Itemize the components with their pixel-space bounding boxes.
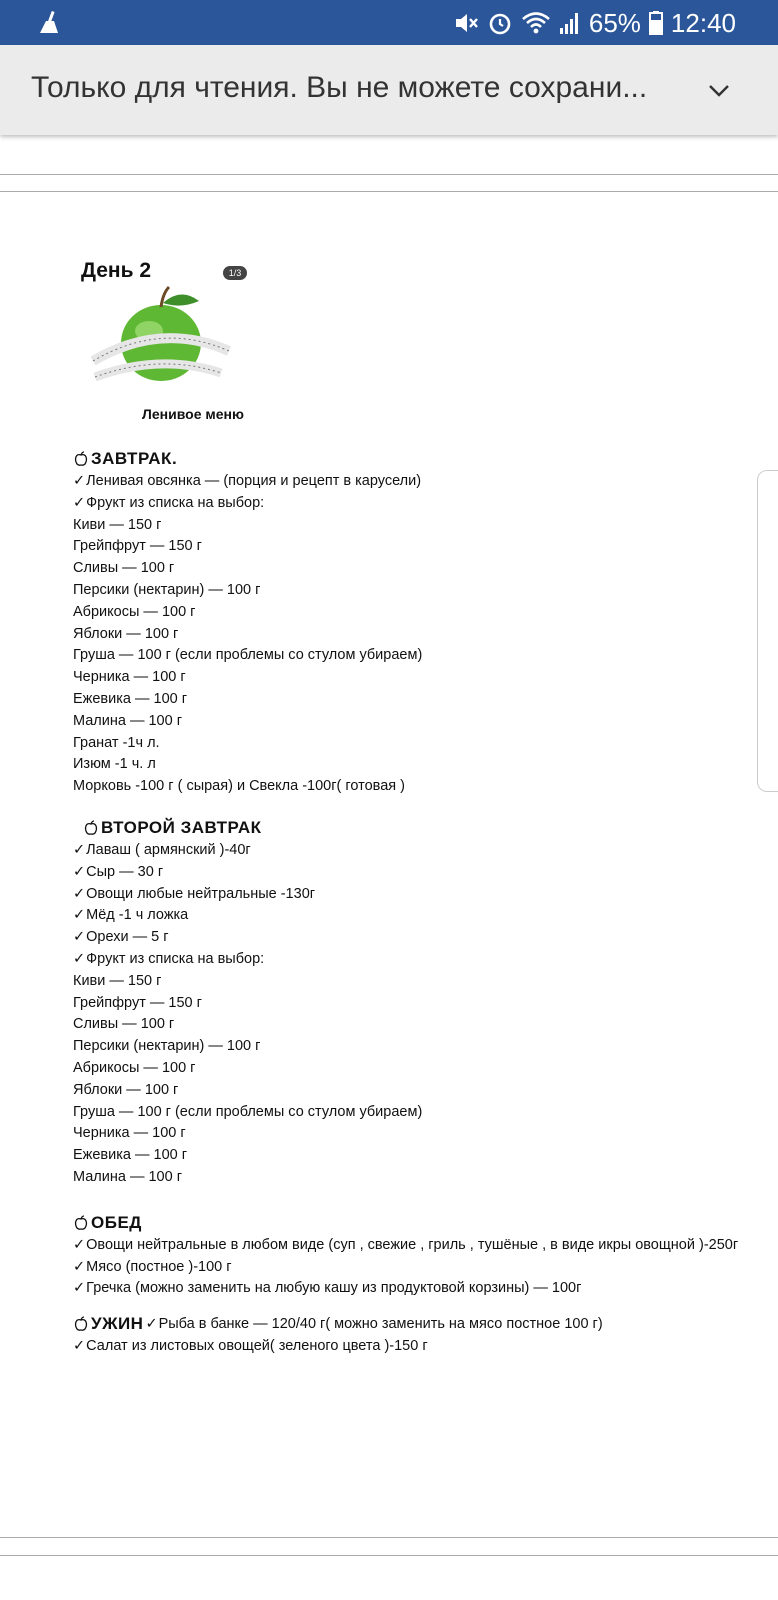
apple-measuring-tape-image bbox=[91, 281, 231, 401]
menu-line: Черника — 100 г bbox=[73, 669, 186, 686]
section-title: ЗАВТРАК. bbox=[91, 449, 178, 468]
menu-line: ✓ Овощи нейтральные в любом виде (суп , свежие , гриль , тушёные , в виде икры овощной )-250г bbox=[73, 1235, 773, 1257]
section-title-suffix: ✓ Рыба в банке — 120/40 г( можно заменить на мясо постное 100 г) bbox=[145, 1316, 602, 1332]
carousel-badge: 1/3 bbox=[223, 266, 247, 280]
menu-line: Морковь -100 г ( сырая) и Свекла -100г( готовая ) bbox=[73, 778, 405, 795]
menu-line: Киви — 150 г bbox=[73, 516, 162, 533]
section-second-breakfast bbox=[73, 816, 773, 1189]
divider bbox=[0, 1555, 778, 1556]
section-dinner bbox=[73, 1312, 773, 1358]
menu-line: ✓ Овощи любые нейтральные -130г bbox=[73, 884, 773, 906]
menu-line: Персики (нектарин) — 100 г bbox=[73, 1038, 261, 1055]
section-heading bbox=[73, 447, 773, 471]
menu-line: Сливы — 100 г bbox=[73, 1016, 175, 1033]
section-heading bbox=[73, 1312, 773, 1336]
menu-line: Ежевика — 100 г bbox=[73, 1147, 188, 1164]
battery-icon bbox=[649, 10, 663, 36]
divider bbox=[0, 174, 778, 175]
section-heading bbox=[73, 816, 773, 840]
section-breakfast bbox=[73, 447, 773, 798]
wifi-icon bbox=[521, 10, 551, 36]
menu-line: ✓ Орехи — 5 г bbox=[73, 927, 773, 949]
section-title: УЖИН bbox=[91, 1314, 144, 1334]
menu-line: ✓ Гречка (можно заменить на любую кашу из продуктовой корзины) — 100г bbox=[73, 1278, 773, 1300]
menu-line: Абрикосы — 100 г bbox=[73, 603, 196, 620]
menu-line: Яблоки — 100 г bbox=[73, 625, 179, 642]
menu-line: ✓ Мясо (постное )-100 г bbox=[73, 1257, 773, 1279]
status-bar bbox=[0, 0, 778, 45]
menu-line: Груша — 100 г (если проблемы со стулом убираем) bbox=[73, 647, 423, 664]
menu-line: Грейпфрут — 150 г bbox=[73, 538, 202, 555]
alarm-icon bbox=[487, 10, 513, 36]
battery-percent: 65% bbox=[588, 7, 641, 38]
menu-line: Сливы — 100 г bbox=[73, 560, 175, 577]
menu-line: Грейпфрут — 150 г bbox=[73, 994, 202, 1011]
menu-line: Ежевика — 100 г bbox=[73, 690, 188, 707]
menu-line: ✓ Лаваш ( армянский )-40г bbox=[73, 840, 773, 862]
menu-line: Изюм -1 ч. л bbox=[73, 756, 156, 773]
scroll-handle[interactable] bbox=[757, 470, 778, 792]
section-lunch bbox=[73, 1211, 773, 1300]
menu-line: ✓ Ленивая овсянка — (порция и рецепт в карусели) bbox=[73, 471, 773, 493]
status-icons bbox=[453, 6, 736, 40]
signal-icon bbox=[559, 10, 581, 36]
menu-line: ✓ Фрукт из списка на выбор: bbox=[73, 493, 773, 515]
menu-line: Малина — 100 г bbox=[73, 1168, 183, 1185]
menu-content bbox=[73, 447, 773, 1358]
apple-icon bbox=[73, 451, 89, 467]
readonly-banner[interactable] bbox=[0, 45, 778, 135]
menu-line: Киви — 150 г bbox=[73, 972, 162, 989]
menu-line: ✓ Сыр — 30 г bbox=[73, 862, 773, 884]
section-title: ВТОРОЙ ЗАВТРАК bbox=[101, 817, 262, 837]
chevron-down-icon[interactable] bbox=[704, 75, 734, 105]
section-title: ОБЕД bbox=[91, 1212, 142, 1232]
divider bbox=[0, 191, 778, 192]
document-page bbox=[0, 195, 778, 1535]
clock-time: 12:40 bbox=[670, 7, 736, 38]
menu-line: Малина — 100 г bbox=[73, 712, 183, 729]
apple-icon bbox=[83, 820, 99, 836]
menu-image-card bbox=[73, 259, 253, 427]
apple-icon bbox=[73, 1215, 89, 1231]
menu-line: Груша — 100 г (если проблемы со стулом убираем) bbox=[73, 1103, 423, 1120]
menu-line: ✓ Мёд -1 ч ложка bbox=[73, 905, 773, 927]
broom-icon bbox=[36, 9, 64, 37]
divider bbox=[0, 1537, 778, 1538]
menu-line: Абрикосы — 100 г bbox=[73, 1059, 196, 1076]
card-caption: Ленивое меню bbox=[142, 406, 244, 422]
menu-line: Яблоки — 100 г bbox=[73, 1081, 179, 1098]
menu-line: ✓ Фрукт из списка на выбор: bbox=[73, 949, 773, 971]
readonly-message: Только для чтения. Вы не можете сохрани... bbox=[31, 71, 648, 104]
menu-line: ✓ Салат из листовых овощей( зеленого цвета )-150 г bbox=[73, 1336, 773, 1358]
apple-icon bbox=[73, 1316, 89, 1332]
menu-line: Черника — 100 г bbox=[73, 1125, 186, 1142]
menu-line: Персики (нектарин) — 100 г bbox=[73, 581, 261, 598]
section-heading bbox=[73, 1211, 773, 1235]
mute-icon bbox=[453, 10, 479, 36]
card-title: День 2 bbox=[81, 259, 152, 282]
menu-line: Гранат -1ч л. bbox=[73, 734, 160, 751]
